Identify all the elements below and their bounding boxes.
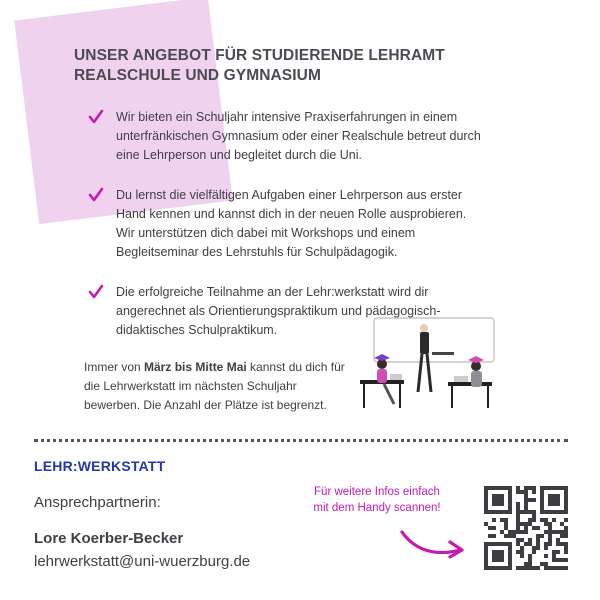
scan-hint-line-1: Für weitere Infos einfach: [314, 486, 440, 498]
note-suffix: kannst du dich für die Lehrwerkstatt im nächsten Schuljahr bewerben. Die Anzahl der Plätze ist begrenzt.: [84, 360, 345, 412]
list-item: [88, 186, 488, 262]
qr-code-icon[interactable]: [484, 486, 568, 570]
note-highlight: März bis Mitte Mai: [144, 360, 247, 374]
title-line-2: REALSCHULE UND GYMNASIUM: [74, 67, 321, 84]
curved-arrow-icon: [398, 526, 470, 562]
scan-hint: [296, 484, 458, 516]
list-item-text: Die erfolgreiche Teilnahme an der Lehr:werkstatt wird dir angerechnet als Orientierungspraktikum und pädagogisch-didaktisches Schulpraktikum.: [116, 285, 441, 337]
check-icon: [88, 187, 104, 203]
note-prefix: Immer von: [84, 360, 145, 374]
brand-name: LEHR:WERKSTATT: [34, 458, 166, 474]
list-item-text: Wir bieten ein Schuljahr intensive Praxiserfahrungen in einem unterfränkischen Gymnasium oder einer Realschule betreut durch eine Lehrperson und begleitet durch die Uni.: [116, 110, 481, 162]
page-title: [74, 46, 514, 86]
list-item: [88, 108, 488, 165]
check-icon: [88, 109, 104, 125]
list-item-text: Du lernst die vielfältigen Aufgaben einer Lehrperson aus erster Hand kennen und kannst dich in der neuen Rolle ausprobieren. Wir unterstützen dich dabei mit Workshops und einem Begleitseminar des Lehrstuhls für Schulpädagogik.: [116, 188, 467, 259]
scan-hint-line-2: mit dem Handy scannen!: [313, 502, 441, 514]
application-note: [84, 358, 354, 415]
classroom-illustration: [360, 316, 500, 412]
title-line-1: UNSER ANGEBOT FÜR STUDIERENDE LEHRAMT: [74, 47, 445, 64]
section-divider: [34, 439, 568, 442]
contact-name: Lore Koerber-Becker: [34, 530, 184, 547]
contact-label: Ansprechpartnerin:: [34, 494, 161, 511]
contact-email-link[interactable]: lehrwerkstatt@uni-wuerzburg.de: [34, 553, 251, 570]
check-icon: [88, 284, 104, 300]
